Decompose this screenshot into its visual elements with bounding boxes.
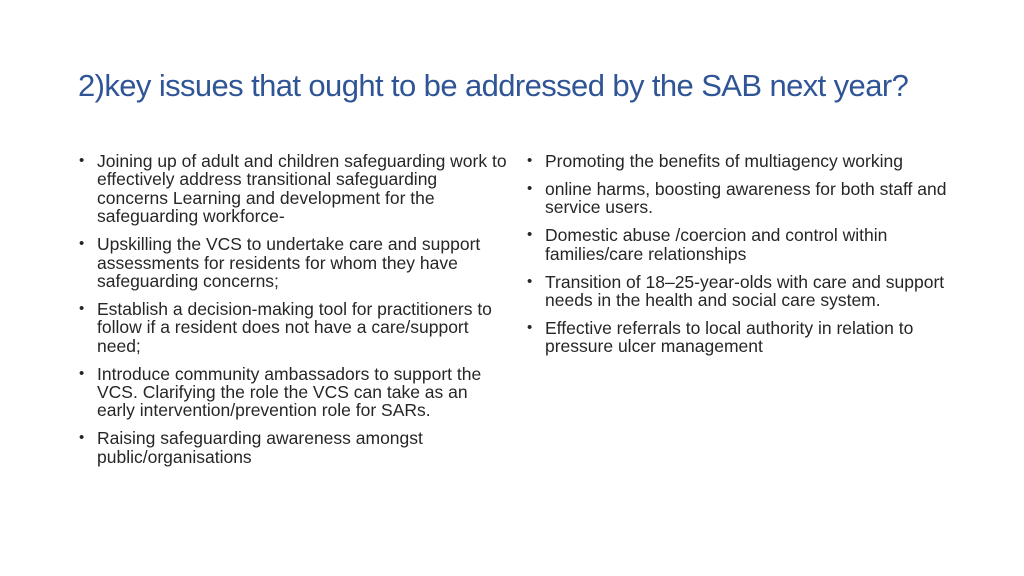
bullet-icon: • [527,318,533,336]
list-item-text: Transition of 18–25-year-olds with care and support needs in the health and social care system. [545,271,945,310]
bullet-icon: • [527,226,533,244]
list-item [526,152,956,170]
bullet-icon: • [79,429,85,447]
list-item [526,226,956,263]
list-item-text: Joining up of adult and children safeguarding work to effectively address transitional safeguarding concerns Learning and development for the safeguarding workforce- [97,151,507,227]
list-item-text: Raising safeguarding awareness amongst public/organisations [97,428,423,467]
list-item [78,429,508,466]
list-item-text: online harms, boosting awareness for both staff and service users. [545,178,947,218]
left-bullet-list [78,152,508,476]
list-item [78,300,508,355]
list-item [78,152,508,226]
slide-title: 2)key issues that ought to be addressed by the SAB next year? [78,68,909,103]
list-item [78,365,508,420]
list-item-text: Promoting the benefits of multiagency working [545,151,903,171]
right-bullet-list [526,152,956,365]
list-item-text: Establish a decision-making tool for practitioners to follow if a resident does not have a care/support need; [97,298,492,356]
list-item [78,235,508,290]
bullet-icon: • [79,235,85,253]
list-item-text: Effective referrals to local authority in relation to pressure ulcer management [545,317,914,357]
bullet-icon: • [79,152,85,169]
bullet-icon: • [79,299,85,317]
bullet-icon: • [79,364,85,382]
bullet-icon: • [527,272,533,290]
list-item [526,180,956,217]
bullet-icon: • [527,179,533,197]
list-item-text: Domestic abuse /coercion and control within families/care relationships [545,225,888,264]
bullet-icon: • [527,152,533,169]
list-item [526,319,956,356]
list-item-text: Upskilling the VCS to undertake care and support assessments for residents for whom they have safeguarding concerns; [97,234,481,291]
list-item [526,273,956,310]
list-item-text: Introduce community ambassadors to support the VCS. Clarifying the role the VCS can take as an early intervention/prevention role for SARs. [97,363,482,421]
